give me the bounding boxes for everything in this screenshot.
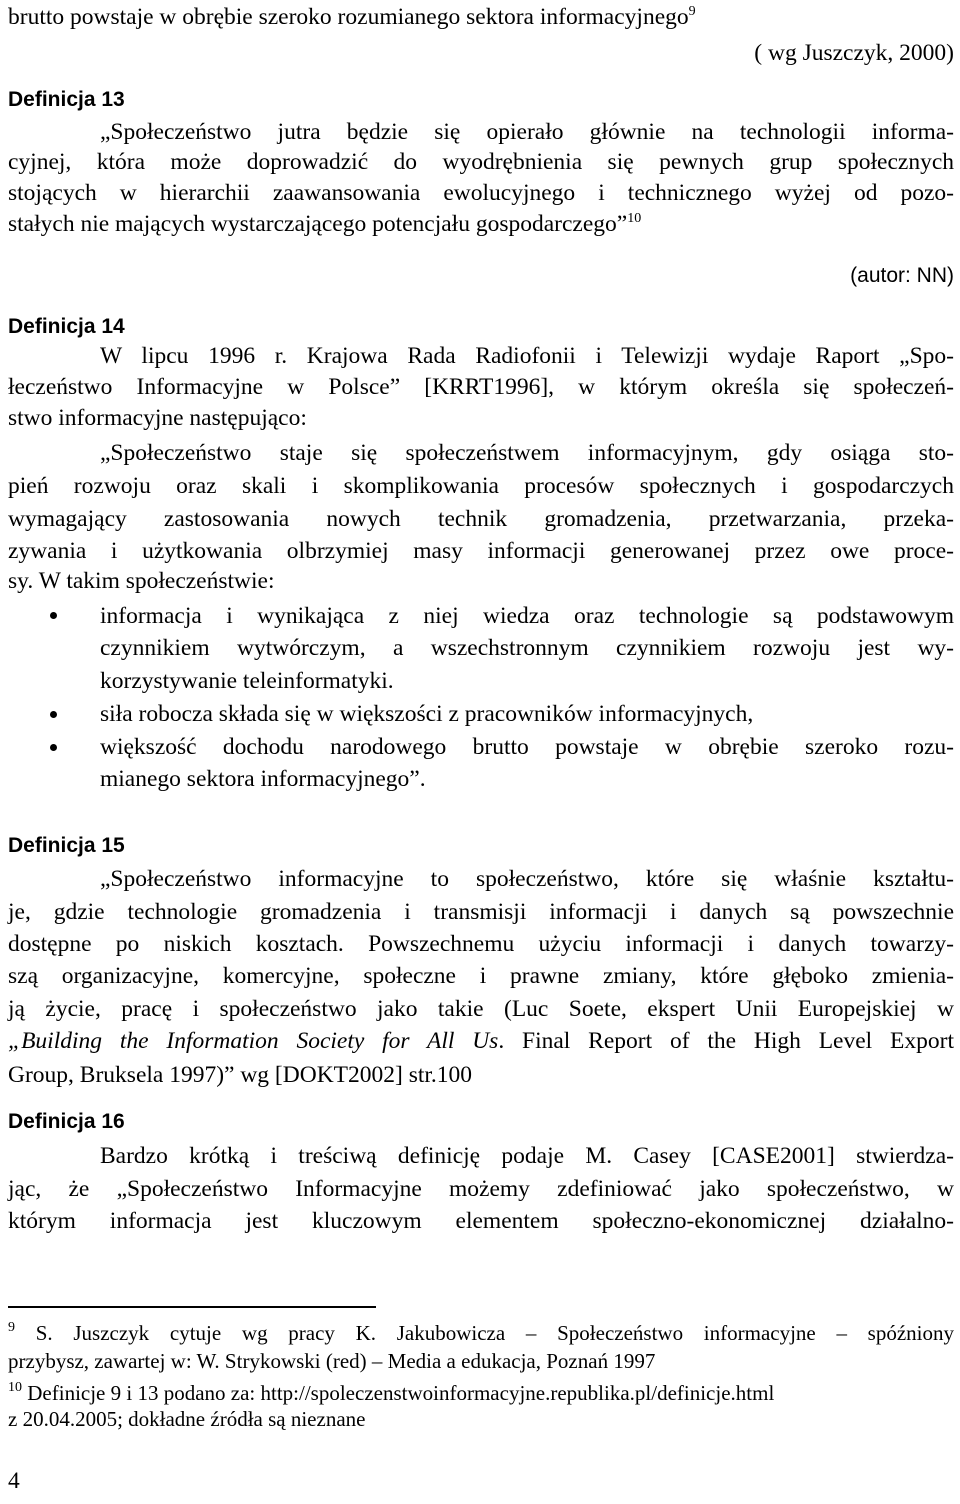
text-line: ją życie, pracę i społeczeństwo jako takie (Luc Soete, ekspert Unii Europejskiej w: [8, 996, 954, 1022]
text-line: dostępne po niskich kosztach. Powszechnemu użyciu informacji i danych towarzy-: [8, 931, 954, 957]
text-line: stałych nie mających wystarczającego potencjału gospodarczego”$^{10}$: [8, 211, 642, 237]
list-item-line: informacja i wynikająca z niej wiedza oraz technologie są podstawowym: [100, 603, 954, 629]
footnote-ref[interactable]: 10: [627, 211, 642, 226]
text-line: brutto powstaje w obrębie szeroko rozumianego sektora informacyjnego$^9$: [8, 4, 696, 30]
citation: ( wg Juszczyk, 2000): [754, 40, 954, 66]
bullet-icon: [50, 612, 57, 619]
text-line: „Społeczeństwo informacyjne to społeczeństwo, które się właśnie kształtu-: [100, 866, 954, 892]
list-item-line: czynnikiem wytwórczym, a wszechstronnym czynnikiem rozwoju jest wy-: [100, 635, 954, 661]
footnote-separator: [8, 1306, 376, 1308]
text-line: stwo informacyjne następująco:: [8, 405, 307, 431]
text-line: jąc, że „Społeczeństwo Informacyjne możemy zdefiniować jako społeczeństwo, w: [8, 1176, 954, 1202]
list-item-line: mianego sektora informacyjnego”.: [100, 766, 426, 792]
heading-definicja-13: Definicja 13: [8, 88, 125, 111]
footnote-ref[interactable]: 9: [688, 4, 696, 19]
footnote-10: $^{10}$ Definicje 9 i 13 podano za: http://spoleczenstwoinformacyjne.republika.pl/definicje.html: [8, 1380, 775, 1405]
heading-definicja-16: Definicja 16: [8, 1110, 125, 1133]
text-line: szą organizacyjne, komercyjne, społeczne i prawne zmiany, które głęboko zmienia-: [8, 963, 954, 989]
heading-definicja-14: Definicja 14: [8, 315, 125, 338]
text-line: Group, Bruksela 1997)” wg [DOKT2002] str.100: [8, 1062, 473, 1088]
text-line: „Building the Information Society for All Us. Final Report of the High Level Export: [8, 1028, 954, 1054]
text-line: „Społeczeństwo staje się społeczeństwem informacyjnym, gdy osiąga sto-: [100, 440, 954, 466]
list-item-line: korzystywanie teleinformatyki.: [100, 668, 394, 694]
text-line: Bardzo krótką i treściwą definicję podaje M. Casey [CASE2001] stwierdza-: [100, 1143, 954, 1169]
bullet-icon: [50, 711, 57, 718]
list-item-line: większość dochodu narodowego brutto powstaje w obrębie szeroko rozu-: [100, 734, 954, 760]
text-line: pień rozwoju oraz skali i skomplikowania procesów społecznych i gospodarczych: [8, 473, 954, 499]
text-line: „Społeczeństwo jutra będzie się opierało głównie na technologii informa-: [100, 119, 954, 145]
text-line: je, gdzie technologie gromadzenia i transmisji informacji i danych są powszechnie: [8, 899, 954, 925]
book-title: „Building the Information Society for All Us: [8, 1028, 499, 1054]
page-number: 4: [8, 1468, 20, 1494]
text-line: zywania i użytkowania olbrzymiej masy informacji generowanej przez owe proce-: [8, 538, 954, 564]
text-line: stojących w hierarchii zaawansowania ewolucyjnego i technicznego wyżej od pozo-: [8, 180, 954, 206]
text-line: W lipcu 1996 r. Krajowa Rada Radiofonii i Telewizji wydaje Raport „Spo-: [100, 343, 954, 369]
text-line: łeczeństwo Informacyjne w Polsce” [KRRT1996], w którym określa się społeczeń-: [8, 374, 954, 400]
list-item-line: siła robocza składa się w większości z pracowników informacyjnych,: [100, 701, 754, 727]
text-line: sy. W takim społeczeństwie:: [8, 568, 275, 594]
author-note: (autor: NN): [850, 264, 954, 287]
footnote-10-cont: z 20.04.2005; dokładne źródła są nieznane: [8, 1407, 366, 1431]
text-line: cyjnej, która może doprowadzić do wyodrębnienia się pewnych grup społecznych: [8, 149, 954, 175]
text-line: którym informacja jest kluczowym elementem społeczno-ekonomicznej działalno-: [8, 1208, 954, 1234]
footnote-9-cont: przybysz, zawartej w: W. Strykowski (red) – Media a edukacja, Poznań 1997: [8, 1349, 656, 1373]
text-line: wymagający zastosowania nowych technik gromadzenia, przetwarzania, przeka-: [8, 506, 954, 532]
footnote-9: $^9$ S. Juszczyk cytuje wg pracy K. Jakubowicza – Społeczeństwo informacyjne – spóźniony: [8, 1320, 955, 1345]
bullet-icon: [50, 744, 57, 751]
heading-definicja-15: Definicja 15: [8, 834, 125, 857]
